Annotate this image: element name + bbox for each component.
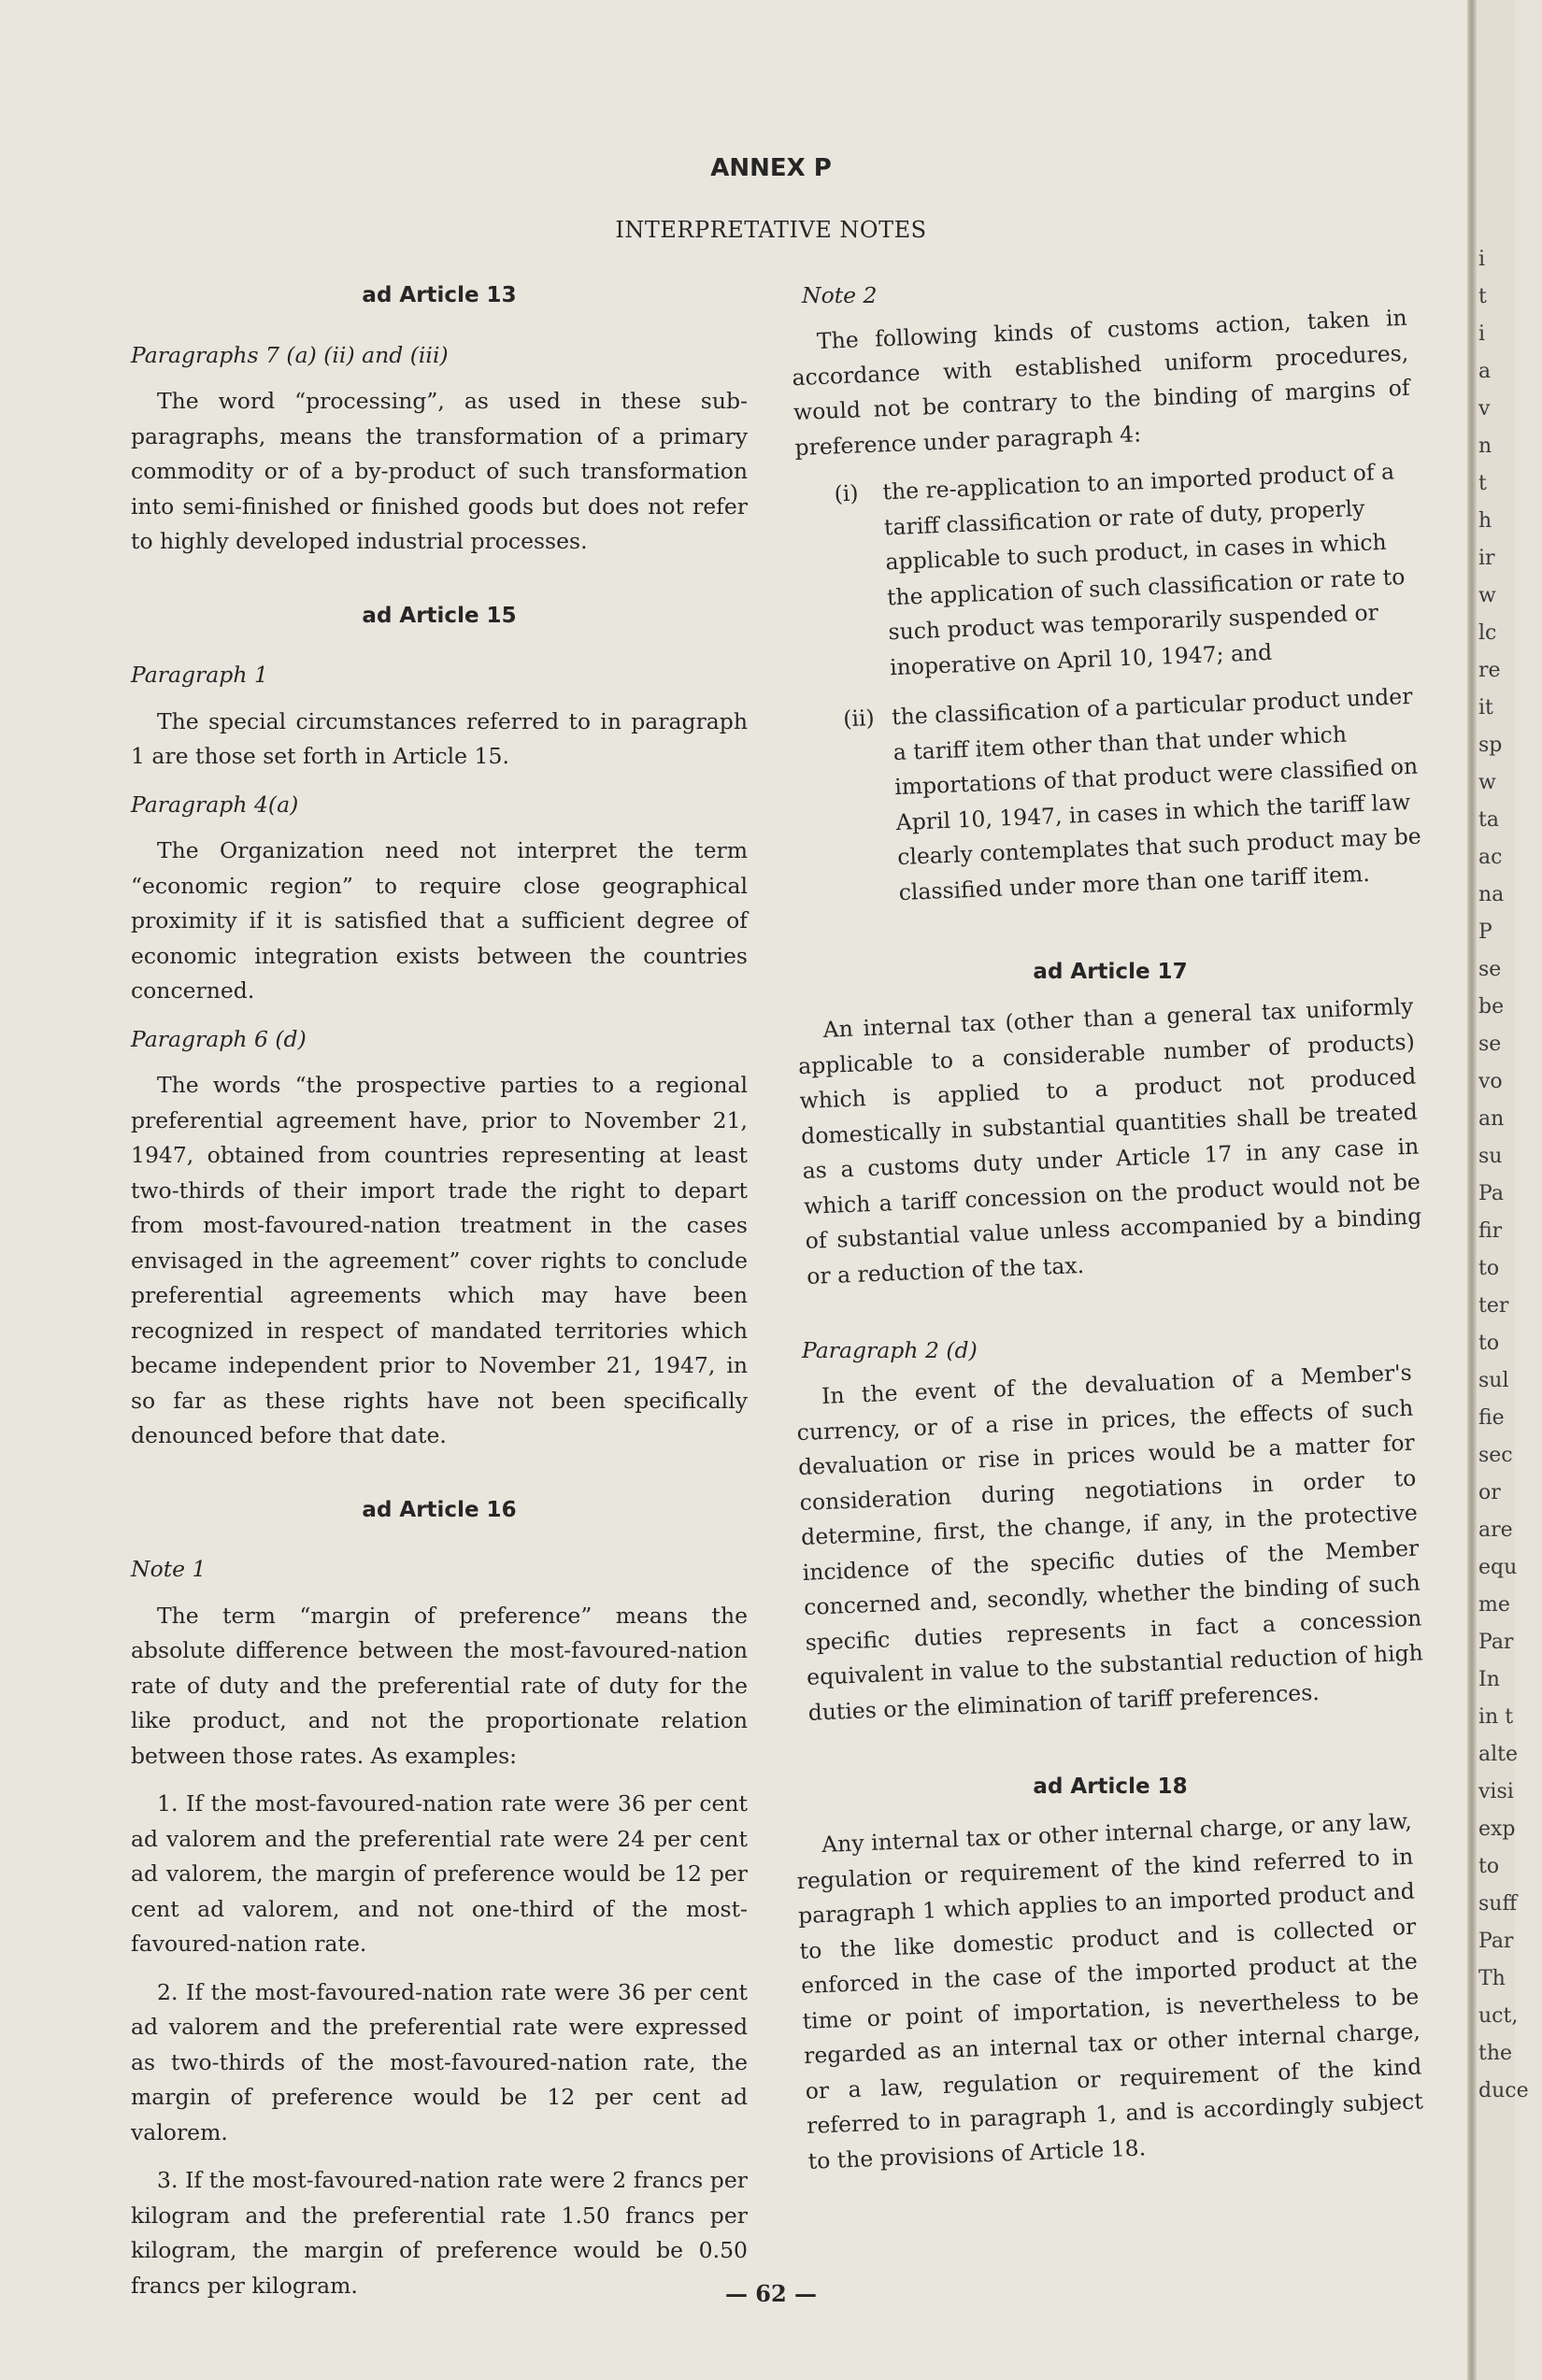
article-17-block — [796, 990, 1424, 1294]
adjacent-page-fragment: duce — [1478, 2079, 1529, 2102]
example-3: 3. If the most-favoured-nation rate were 2 francs per kilogram and the preferential rate 1.50 francs per kilogram, the margin of preference would be 0.50 francs per kilogram. — [131, 2167, 748, 2299]
paragraph-customs-action: The following kinds of customs action, taken in accordance with established uniform procedures, would not be contrary to the binding of margins of preference under paragraph 4: — [792, 304, 1411, 461]
adjacent-page-fragment: Th — [1478, 1967, 1506, 1990]
adjacent-page-fragment: equ — [1478, 1556, 1518, 1579]
adjacent-page-fragment: re — [1478, 659, 1501, 682]
adjacent-page-fragment: in t — [1478, 1705, 1514, 1729]
adjacent-page-fragment: w — [1478, 584, 1496, 607]
adjacent-page-fragment: na — [1478, 883, 1505, 906]
adjacent-page-fragment: it — [1478, 696, 1493, 720]
adjacent-page-fragment: Par — [1478, 1930, 1514, 1953]
adjacent-page-fragment: a — [1478, 360, 1492, 383]
adjacent-page-fragment: se — [1478, 958, 1502, 981]
subheading-paragraph-1: Paragraph 1 — [131, 662, 268, 688]
list-item-ii — [806, 678, 1430, 913]
adjacent-page-fragment: se — [1478, 1033, 1502, 1056]
adjacent-page-fragment: to — [1478, 1257, 1500, 1280]
adjacent-page-fragment: ta — [1478, 808, 1499, 832]
subheading-paragraphs-7: Paragraphs 7 (a) (ii) and (iii) — [131, 341, 449, 368]
article-18-block — [794, 1804, 1425, 2179]
adjacent-page-fragment: fir — [1478, 1219, 1503, 1243]
adjacent-page-fragment: v — [1478, 397, 1491, 420]
list-text-i: the re-application to an imported product of a tariff classification or rate of duty, properly applicable to such product, in cases in which the application of such classification or rate to such product was temporarily suspended or inoperative on April 10, 1947; and — [882, 457, 1406, 680]
adjacent-page-fragment: n — [1478, 435, 1492, 458]
paragraph-economic-region: The Organization need not interpret the term “economic region” to require close geographical proximity if it is satisfied that a sufficient degree of economic integration exists between the countries concerned. — [131, 837, 748, 1004]
adjacent-page-fragment: be — [1478, 995, 1505, 1019]
subheading-note-2: Note 2 — [802, 282, 878, 308]
annex-subtitle: INTERPRETATIVE NOTES — [615, 217, 927, 243]
adjacent-page-fragment: t — [1478, 472, 1487, 495]
example-2: 2. If the most-favoured-nation rate were 36 per cent ad valorem and the preferential rate were expressed as two-thirds of the most-favoured-nation rate, the margin of preference would be 12 per cent ad valorem. — [131, 1978, 748, 2145]
adjacent-page-fragment: ter — [1478, 1294, 1509, 1318]
adjacent-page-fragment: lc — [1478, 621, 1497, 645]
adjacent-page-fragment: sp — [1478, 734, 1503, 757]
note-2-block — [790, 300, 1430, 913]
list-text-ii: the classification of a particular product under a tariff item other than that under which importations of that product were classified on April 10, 1947, in cases in which the tariff law clearly contemplates that such product may be classified under more than one tariff item. — [891, 682, 1422, 905]
book-gutter — [1467, 0, 1477, 2380]
adjacent-page-fragment: or — [1478, 1481, 1501, 1504]
subheading-note-1: Note 1 — [131, 1556, 207, 1582]
paragraph-2d-block — [794, 1355, 1425, 1730]
adjacent-page-fragment: vo — [1478, 1070, 1503, 1093]
adjacent-page-fragment: h — [1478, 509, 1492, 533]
adjacent-page-fragment: su — [1478, 1145, 1503, 1168]
subheading-paragraph-6d: Paragraph 6 (d) — [131, 1025, 307, 1052]
adjacent-page-fragment: exp — [1478, 1817, 1516, 1841]
adjacent-page-fragment: are — [1478, 1518, 1513, 1542]
adjacent-page-fragment: Pa — [1478, 1182, 1504, 1205]
adjacent-page-fragment: t — [1478, 285, 1487, 308]
adjacent-page-fragment: visi — [1478, 1780, 1514, 1803]
adjacent-page-fragment: sul — [1478, 1369, 1509, 1392]
right-column — [792, 278, 1424, 2192]
adjacent-page-edge — [1477, 0, 1529, 2380]
adjacent-page-fragment: suff — [1478, 1892, 1518, 1916]
paragraph-margin-of-preference: The term “margin of preference” means the absolute difference between the most-favoured-nation rate of duty and the preferential rate of duty for the like product, and not the proportionate relation between those rates. As examples: — [131, 1602, 748, 1769]
heading-ad-article-13: ad Article 13 — [362, 283, 517, 307]
adjacent-page-fragment: to — [1478, 1855, 1500, 1878]
heading-ad-article-15: ad Article 15 — [362, 603, 517, 628]
adjacent-page-fragment: to — [1478, 1332, 1500, 1355]
adjacent-page-fragment: i — [1478, 248, 1486, 271]
paragraph-processing: The word “processing”, as used in these sub-paragraphs, means the transformation of a primary commodity or of a by-product of such transformation into semi-finished or finished goods but does not refer to highly developed industrial processes. — [131, 388, 748, 554]
list-marker-i: (i) — [834, 478, 860, 506]
paragraph-prospective-parties: The words “the prospective parties to a regional preferential agreement have, prior to November 21, 1947, obtained from countries representing at least two-thirds of their import trade the right to depart from most-favoured-nation treatment in the cases envisaged in the agreement” cover rights to conclude preferential agreements which may have been recognized in respect of mandated territories which became independent prior to November 21, 1947, in so far as these rights have not been specifically denounced before that date. — [131, 1072, 748, 1448]
adjacent-page-fragment: w — [1478, 771, 1496, 794]
heading-ad-article-18: ad Article 18 — [1033, 1774, 1188, 1799]
list-marker-ii: (ii) — [842, 704, 876, 732]
adjacent-page-fragment: Par — [1478, 1631, 1514, 1654]
adjacent-page-fragment: i — [1478, 322, 1486, 346]
adjacent-page-fragment: uct, — [1478, 2004, 1519, 2028]
adjacent-page-fragment: the — [1478, 2042, 1513, 2065]
heading-ad-article-16: ad Article 16 — [362, 1497, 517, 1522]
adjacent-page-fragment: an — [1478, 1107, 1505, 1131]
paragraph-special-circumstances: The special circumstances referred to in paragraph 1 are those set forth in Article 15. — [131, 707, 748, 769]
adjacent-page-fragment: alte — [1478, 1743, 1519, 1766]
subheading-paragraph-2d: Paragraph 2 (d) — [802, 1337, 978, 1363]
list-item-i — [796, 453, 1421, 688]
adjacent-page-fragment: me — [1478, 1593, 1510, 1617]
annex-title: ANNEX P — [710, 154, 832, 182]
adjacent-page-fragment: sec — [1478, 1444, 1513, 1467]
adjacent-page-fragment: In — [1478, 1668, 1500, 1691]
page-number: — 62 — — [724, 2280, 818, 2307]
paragraph-devaluation: In the event of the devaluation of a Member's currency, or of a rise in prices, the effects of such devaluation or rise in prices would be a matter for consideration during negotiations in order to determine, first, the change, if any, in the protective incidence of the specific duties of the Member concerned and, secondly, whether the binding of such specific duties represents in fact a concession equivalent in value to the substantial reduction of high duties or the elimination of tariff preferences. — [796, 1359, 1424, 1725]
paragraph-internal-tax: An internal tax (other than a general tax uniformly applicable to a considerable number of products) which is applied to a product not produced domestically in substantial quantities shall be treated as a customs duty under Article 17 in any case in which a tariff concession on the product would not be of substantial value unless accompanied by a binding or a reduction of the tax. — [797, 992, 1422, 1290]
subheading-paragraph-4a: Paragraph 4(a) — [131, 791, 299, 818]
adjacent-page-fragment: P — [1478, 920, 1492, 944]
heading-ad-article-17: ad Article 17 — [1033, 959, 1188, 984]
adjacent-page-fragment: ir — [1478, 547, 1495, 570]
adjacent-page-fragment: fie — [1478, 1406, 1505, 1430]
left-column — [131, 278, 748, 2316]
example-1: 1. If the most-favoured-nation rate were 36 per cent ad valorem and the preferential rate were 24 per cent ad valorem, the margin of preference would be 12 per cent ad valorem, and not one-third of the most-favoured-nation rate. — [131, 1790, 748, 1957]
paragraph-internal-charge: Any internal tax or other internal charge, or any law, regulation or requirement of the kind referred to in paragraph 1 which applies to an imported product and to the like domestic product and is collected or enforced in the case of the imported product at the time or point of importation, is nevertheless to be regarded as an internal tax or other internal charge, or a law, regulation or requirement of the kind referred to in paragraph 1, and is accordingly subject to the provisions of Article 18. — [796, 1807, 1424, 2174]
adjacent-page-fragment: ac — [1478, 846, 1503, 869]
